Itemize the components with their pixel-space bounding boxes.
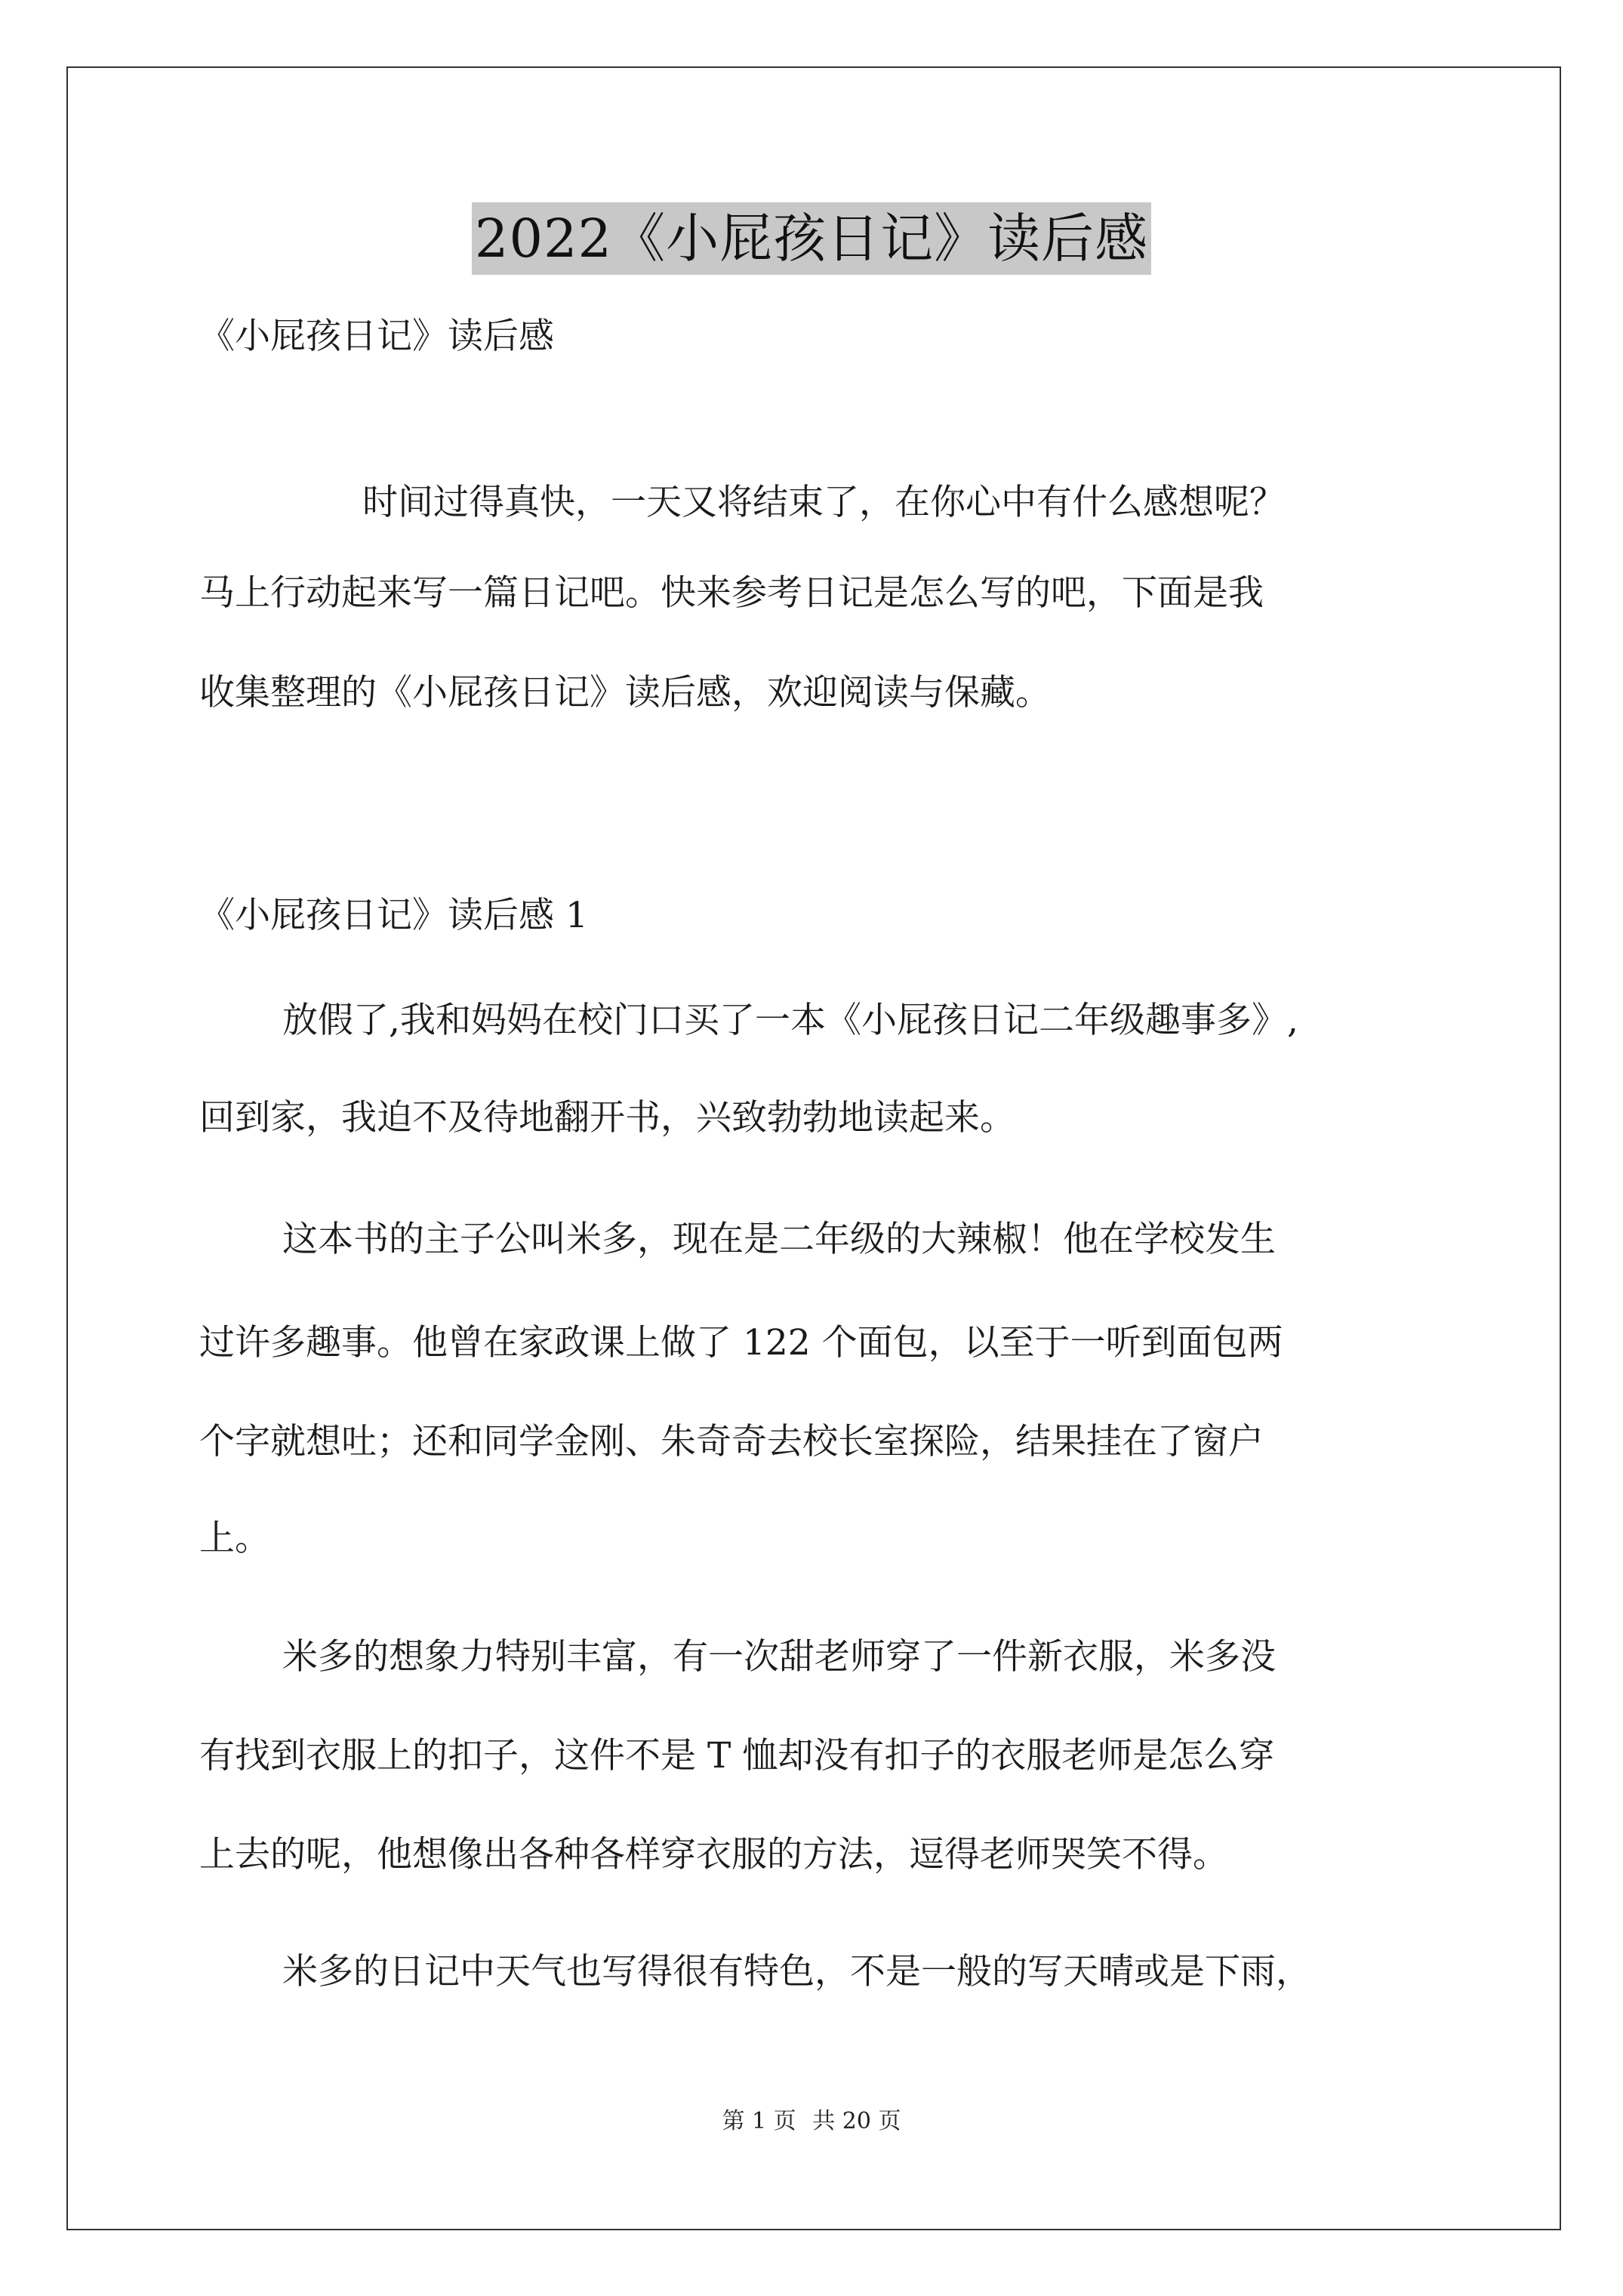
title-container — [0, 202, 1623, 275]
page-number: 第 1 页 — [722, 2108, 796, 2134]
paragraph-line: 收集整理的《小屁孩日记》读后感，欢迎阅读与保藏。 — [199, 672, 1051, 713]
paragraph-line: 回到家，我迫不及待地翻开书，兴致勃勃地读起来。 — [199, 1097, 1015, 1139]
section-heading: 《小屁孩日记》读后感 1 — [199, 895, 588, 936]
paragraph-line: 马上行动起来写一篇日记吧。快来参考日记是怎么写的吧，下面是我 — [199, 572, 1264, 614]
paragraph-line: 米多的想象力特别丰富，有一次甜老师穿了一件新衣服，米多没 — [282, 1636, 1276, 1678]
page-total: 共 20 页 — [812, 2108, 901, 2134]
paragraph-line: 时间过得真快，一天又将结束了，在你心中有什么感想呢？ — [362, 482, 1285, 523]
paragraph-line: 有找到衣服上的扣子，这件不是 T 恤却没有扣子的衣服老师是怎么穿 — [199, 1735, 1275, 1777]
paragraph-line: 上。 — [199, 1518, 270, 1559]
paragraph-line: 这本书的主子公叫米多，现在是二年级的大辣椒！他在学校发生 — [282, 1219, 1276, 1260]
paragraph-line: 上去的呢，他想像出各种各样穿衣服的方法，逗得老师哭笑不得。 — [199, 1834, 1228, 1875]
page-footer — [0, 2106, 1623, 2137]
paragraph-line: 放假了,我和妈妈在校门口买了一本《小屁孩日记二年级趣事多》, — [282, 1000, 1298, 1041]
paragraph-line: 米多的日记中天气也写得很有特色，不是一般的写天晴或是下雨， — [282, 1951, 1311, 1992]
subtitle-line: 《小屁孩日记》读后感 — [199, 316, 554, 357]
page-border — [66, 66, 1561, 2230]
document-title: 2022《小屁孩日记》读后感 — [472, 202, 1151, 275]
paragraph-line: 个字就想吐；还和同学金刚、朱奇奇去校长室探险，结果挂在了窗户 — [199, 1421, 1264, 1462]
paragraph-line: 过许多趣事。他曾在家政课上做了 122 个面包，以至于一听到面包两 — [199, 1322, 1283, 1364]
